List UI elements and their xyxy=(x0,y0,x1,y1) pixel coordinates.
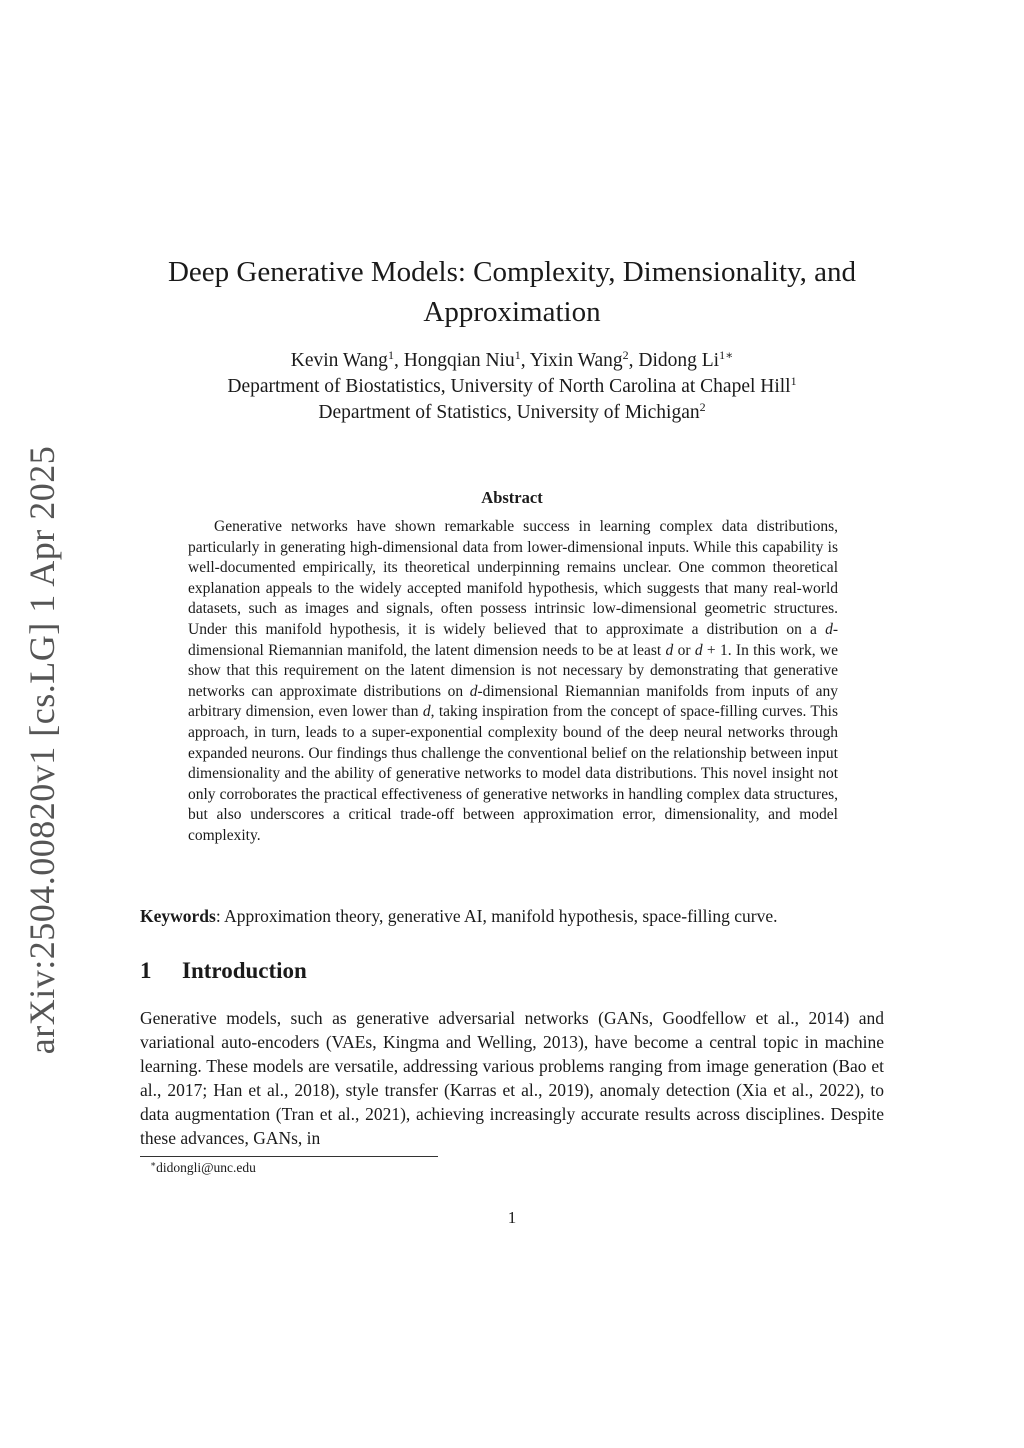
affiliation-2 xyxy=(140,400,884,426)
abstract-heading: Abstract xyxy=(481,488,543,507)
abstract-segment: Generative networks have shown remarkable success in learning complex data distributions, particularly in generating high-dimensional data from lower-dimensional inputs. While this capability is well-documented empirically, its theoretical underpinning remains unclear. One common theoretical explanation appeals to the widely accepted manifold hypothesis, which suggests that many real-world datasets, such as images and signals, often possess intrinsic low-dimensional geometric structures. Under this manifold hypothesis, it is widely believed that to approximate a distribution on a xyxy=(188,518,838,638)
author-name: Yixin Wang xyxy=(529,350,623,371)
abstract-text xyxy=(188,517,838,847)
author-block xyxy=(140,348,884,426)
abstract-segment: + 1. In this work, we show that this requirement on the latent dimension is not necessary by demonstrating that generative networks can approximate distributions on xyxy=(188,641,838,700)
abstract-segment: -dimensional Riemannian manifold, the latent dimension needs to be at least xyxy=(188,620,838,659)
author-separator: , xyxy=(628,350,639,371)
author-name: Didong Li xyxy=(638,350,720,371)
keywords-label: Keywords xyxy=(140,906,216,926)
section-heading xyxy=(140,958,307,984)
footnote-rule xyxy=(140,1156,438,1157)
section-number: 1 xyxy=(140,958,152,983)
footnote-mark: ∗ xyxy=(150,1159,157,1169)
affiliation-text: Department of Biostatistics, University of North Carolina at Chapel Hill xyxy=(227,376,791,397)
author-affil-mark: 2 xyxy=(622,348,629,362)
author-affil-mark: 1 xyxy=(387,348,394,362)
paper-title: Deep Generative Models: Complexity, Dimensionality, and Approximation xyxy=(167,256,857,328)
abstract-segment: -dimensional Riemannian manifolds from inputs of any arbitrary dimension, even lower than xyxy=(188,682,839,721)
footnote xyxy=(150,1160,256,1176)
author-name: Kevin Wang xyxy=(290,350,388,371)
author-name: Hongqian Niu xyxy=(403,350,515,371)
section-title: Introduction xyxy=(182,958,307,983)
affiliation-mark: 1 xyxy=(790,374,797,388)
math-var: d xyxy=(694,641,703,659)
affiliation-1 xyxy=(140,374,884,400)
author-affil-mark: 1 xyxy=(514,348,521,362)
intro-paragraph: Generative models, such as generative adversarial networks (GANs, Goodfellow et al., 2014) and variational auto-encoders (VAEs, Kingma and Welling, 2013), have become a central topic in machine learning. These models are versatile, addressing various problems ranging from image generation (Bao et al., 2017; Han et al., 2018), style transfer (Karras et al., 2019), anomaly detection (Xia et al., 2022), to data augmentation (Tran et al., 2021), achieving increasingly accurate results across disciplines. Despite these advances, GANs, in xyxy=(140,1008,884,1149)
abstract-segment: or xyxy=(673,641,695,659)
author-separator: , xyxy=(520,350,530,371)
abstract-segment: , taking inspiration from the concept of space-filling curves. This approach, in turn, leads to a super-exponential complexity bound of the deep neural networks through expanded neurons. Our findings thus challenge the conventional belief on the relationship between input dimensionality and the ability of generative networks to model data distributions. This novel insight not only corroborates the practical effectiveness of generative networks in handling complex data structures, but also underscores a critical trade-off between approximation error, dimensionality, and model complexity. xyxy=(188,703,838,844)
footnote-email: didongli@unc.edu xyxy=(156,1160,256,1175)
keywords-line xyxy=(140,904,884,928)
math-var: d xyxy=(665,641,674,659)
affiliation-mark: 2 xyxy=(699,400,706,414)
author-affil-mark: 1∗ xyxy=(719,348,734,362)
arxiv-identifier: arXiv:2504.00820v1 [cs.LG] 1 Apr 2025 xyxy=(22,445,62,1055)
author-separator: , xyxy=(393,350,404,371)
keywords-text: : Approximation theory, generative AI, manifold hypothesis, space-filling curve. xyxy=(215,906,778,926)
math-var: d xyxy=(422,703,431,721)
affiliation-text: Department of Statistics, University of Michigan xyxy=(318,402,700,423)
math-var: d xyxy=(825,620,833,638)
page-number: 1 xyxy=(507,1208,517,1227)
math-var: d xyxy=(469,682,478,700)
author-list xyxy=(140,348,884,374)
